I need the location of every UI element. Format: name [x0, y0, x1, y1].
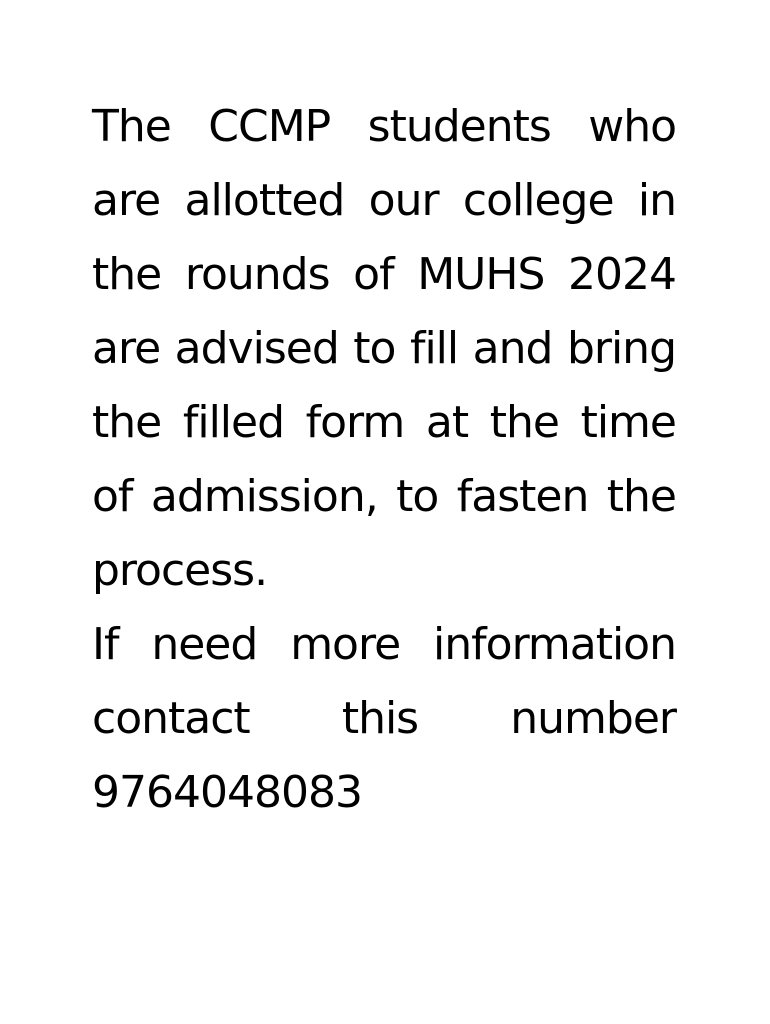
- notice-text: [92, 90, 676, 830]
- notice-paragraph-admission: The CCMP students who are allotted our college in the rounds of MUHS 2024 are advised to fill and bring the filled form at the time of admission, to fasten the process.: [92, 101, 676, 596]
- notice-paragraph-contact: If need more information contact this number 9764048083: [92, 619, 676, 818]
